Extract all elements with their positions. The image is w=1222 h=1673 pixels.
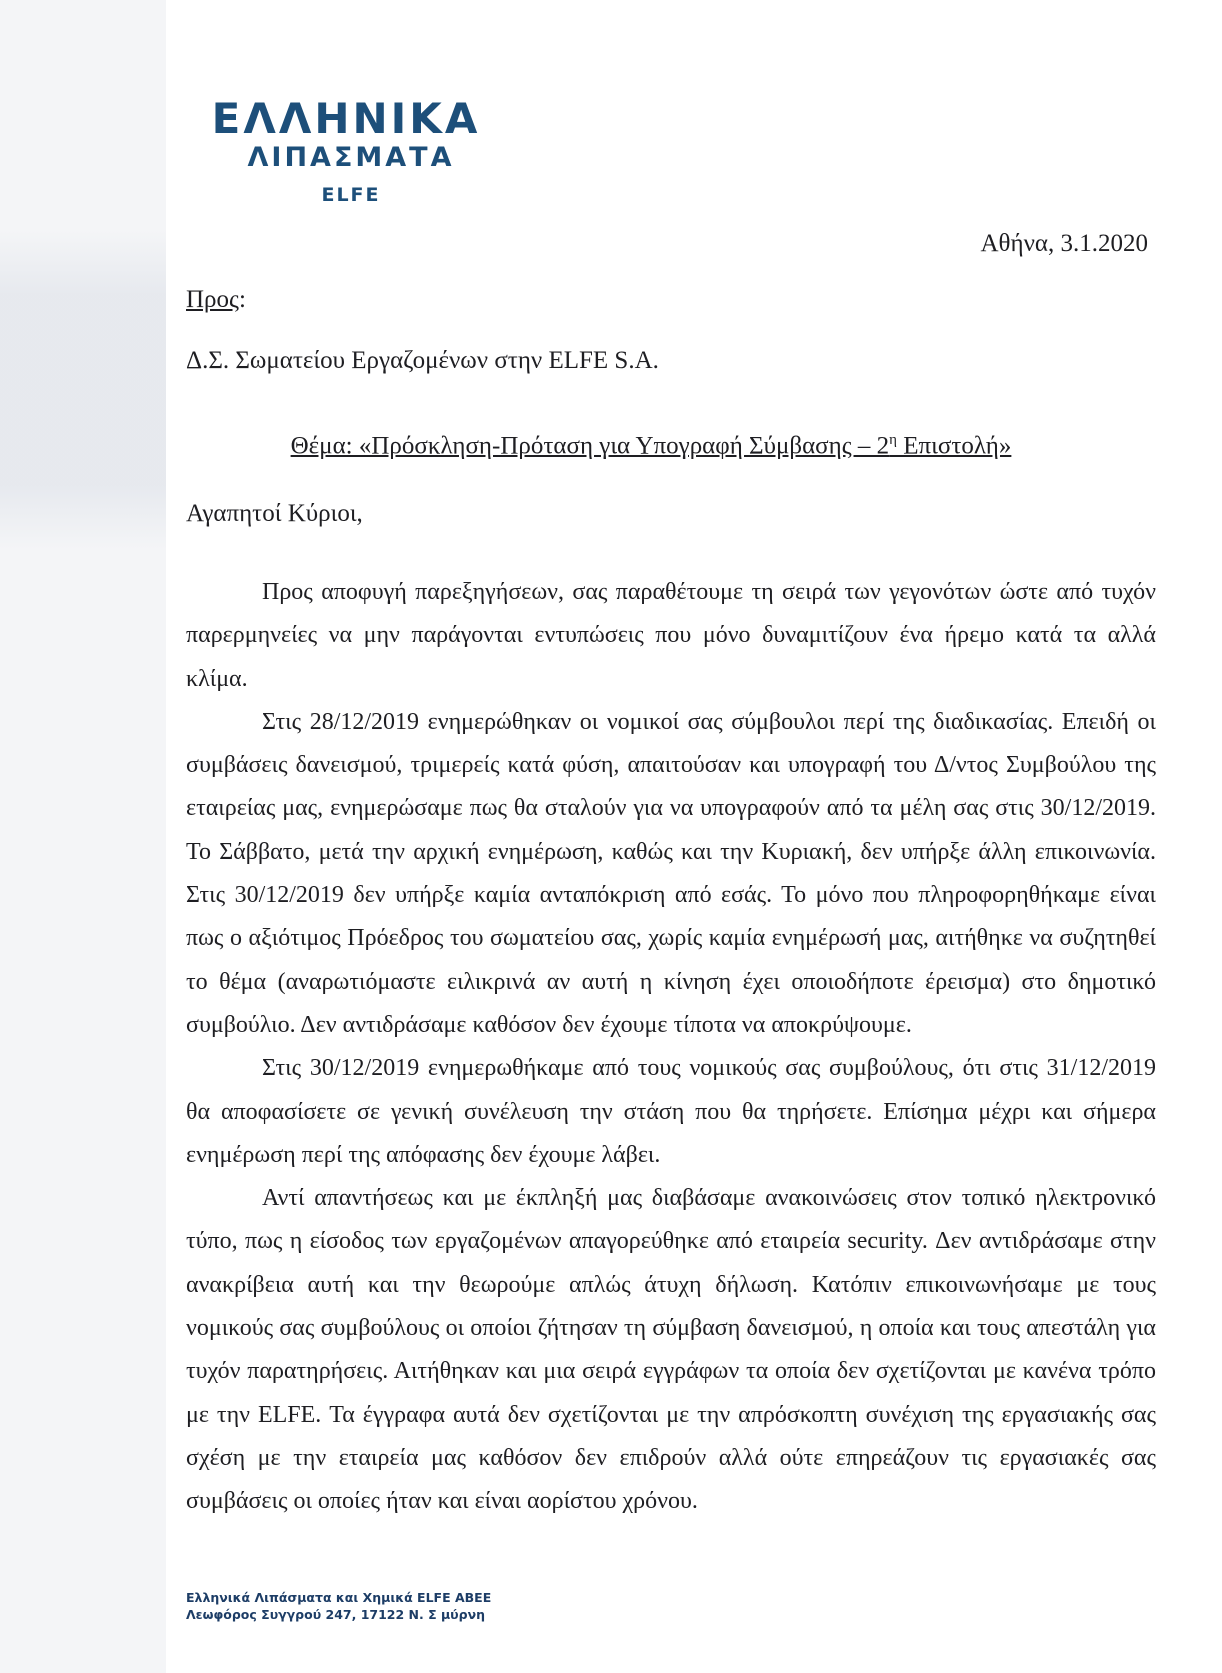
- company-footer: [186, 1589, 491, 1623]
- letter-body: [186, 571, 1156, 1524]
- company-logo: [206, 96, 486, 212]
- subject-suffix: Επιστολή»: [897, 432, 1012, 460]
- recipient: Δ.Σ. Σωματείου Εργαζομένων στην ELFE S.A.: [186, 347, 659, 374]
- footer-company-name: Ελληνικά Λιπάσματα και Χημικά ELFE ΑΒΕΕ: [186, 1590, 492, 1605]
- letter-date: Αθήνα, 3.1.2020: [980, 230, 1148, 257]
- addressee-label: [186, 286, 246, 314]
- footer-address: Λεωφόρος Συγγρού 247, 17122 Ν. Σ μύρνη: [186, 1607, 485, 1622]
- paragraph: Στις 30/12/2019 ενημερωθήκαμε από τους νομικούς σας συμβούλους, ότι στις 31/12/2019 θα αποφασίσετε σε γενική συνέλευση την στάση που θα τηρήσετε. Επίσημα μέχρι και σήμερα ενημέρωση περί της απόφασης δεν έχουμε λάβει.: [186, 1055, 1156, 1168]
- subject-line: [0, 432, 1222, 460]
- paragraph: Αντί απαντήσεως και με έκπληξή μας διαβάσαμε ανακοινώσεις στον τοπικό ηλεκτρονικό τύπο, πως η είσοδος των εργαζομένων απαγορεύθηκε από εταιρεία security. Δεν αντιδράσαμε στην ανακρίβεια αυτή και την θεωρούμε απλώς άτυχη δήλωση. Κατόπιν επικοινωνήσαμε με τους νομικούς σας συμβούλους οι οποίοι ζήτησαν τη σύμβαση δανεισμού, η οποία και τους απεστάλη για τυχόν παρατηρήσεις. Αιτήθηκαν και μια σειρά εγγράφων τα οποία δεν σχετίζονται με κανένα τρόπο με την ELFE. Τα έγγραφα αυτά δεν σχετίζονται με την απρόσκοπτη συνέχιση της εργασιακής σας σχέση με την εταιρεία μας καθόσον δεν επιδρούν αλλά ούτε επηρεάζουν τις εργασιακές σας συμβάσεις οι οποίες ήταν και είναι αορίστου χρόνου.: [186, 1185, 1156, 1515]
- logo-line-3: ELFE: [321, 184, 381, 206]
- logo-line-2: ΛΙΠΑΣΜΑΤΑ: [247, 142, 455, 173]
- addressee-label-text: Προς: [186, 286, 239, 313]
- salutation: Αγαπητοί Κύριοι,: [186, 500, 363, 527]
- subject-prefix: Θέμα: «Πρόσκληση-Πρόταση για Υπογραφή Σύμβασης – 2: [290, 432, 890, 460]
- scan-shadow: [0, 230, 166, 550]
- paragraph: Στις 28/12/2019 ενημερώθηκαν οι νομικοί σας σύμβουλοι περί της διαδικασίας. Επειδή οι συμβάσεις δανεισμού, τριμερείς κατά φύση, απαιτούσαν και υπογραφή του Δ/ντος Συμβούλου της εταιρείας μας, ενημερώσαμε πως θα σταλούν για να υπογραφούν από τα μέλη σας στις 30/12/2019. Το Σάββατο, μετά την αρχική ενημέρωση, καθώς και την Κυριακή, δεν υπήρξε άλλη επικοινωνία. Στις 30/12/2019 δεν υπήρξε καμία ανταπόκριση από εσάς. Το μόνο που πληροφορηθήκαμε είναι πως ο αξιότιμος Πρόεδρος του σωματείου σας, χωρίς καμία ενημέρωσή μας, αιτήθηκε να συζητηθεί το θέμα (αναρωτιόμαστε ειλικρινά αν αυτή η κίνηση έχει οποιοδήποτε έρεισμα) στο δημοτικό συμβούλιο. Δεν αντιδράσαμε καθόσον δεν έχουμε τίποτα να αποκρύψουμε.: [186, 708, 1156, 1038]
- subject-superscript: η: [889, 432, 897, 448]
- logo-line-1: ΕΛΛΗΝΙΚΑ: [211, 94, 481, 143]
- paragraph: Προς αποφυγή παρεξηγήσεων, σας παραθέτουμε τη σειρά των γεγονότων ώστε από τυχόν παρερμηνείες να μην παράγονται εντυπώσεις που μόνο δυναμιτίζουν ένα ήρεμο κατά τα αλλά κλίμα.: [186, 579, 1156, 692]
- addressee-label-colon: :: [238, 286, 246, 313]
